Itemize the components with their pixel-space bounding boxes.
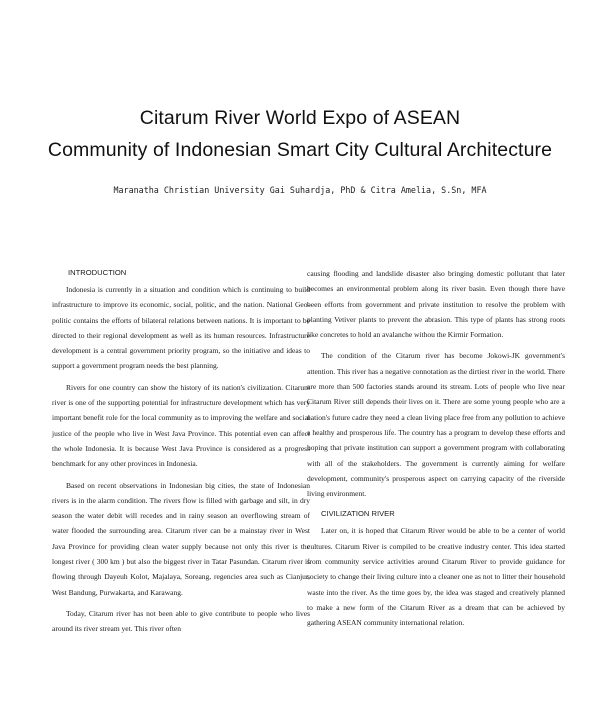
intro-paragraph-3: Based on recent observations in Indonesian big cities, the state of Indonesian rivers is in the alarm condition. The rivers flow is filled with garbage and silt, in dry season the water debit will recedes and in rainy season an overflowing stream of water flooded the surrounding area. Citarum river can be a mainstay river in West Java Province for providing clean water supply because not only this river is the longest river ( 300 km ) but also the biggest river in Tatar Pasundan. Citarum river is flowing through Dayeuh Kolot, Majalaya, Soreang, regencies area such as Cianjur, West Bandung, Purwakarta, and Karawang. <box>52 480 310 597</box>
paper-title-line-2: Community of Indonesian Smart City Cultural Architecture <box>47 139 553 161</box>
civilization-paragraph-1: Later on, it is hoped that Citarum River would be able to be a center of world cultures. Citarum River is compiled to be creative industry center. This idea started from community service activities around Citarum River to provide guidance for society to change their living culture into a cleaner one as not to litter their household waste into the river. As the time goes by, the idea was staged and creatively planned to make a new form of the Citarum River as a dream that can be achieved by gathering ASEAN community international relation. <box>307 526 565 628</box>
intro-paragraph-2: Rivers for one country can show the history of its nation's civilization. Citarum river is one of the supporting potential for infrastructure development which has very important benefit role for the local community as to improving the welfare and social justice of the people who live in West Java Province. This potential even can affect the whole Indonesia. It is because West Java Province is considered as a progress benchmark for any other provinces in Indonesia. <box>52 382 310 469</box>
intro-paragraph-1: Indonesia is currently in a situation and condition which is continuing to build infrastructure to improve its economic, social, politic, and the nation. National Geo-politic contains the efforts of bilateral relations between nations. It is important to be directed to their regional development as well as its human resources. Infrastructure development is a central government priority program, so the initiative and ideas to support a government program needs the best planning. <box>52 285 310 371</box>
intro-paragraph-4: Today, Citarum river has not been able to give contribute to people who lives around its river stream yet. This river often <box>52 608 310 634</box>
introduction-heading: INTRODUCTION <box>68 268 127 277</box>
left-column <box>52 266 310 643</box>
intro-paragraph-5: The condition of the Citarum river has become Jokowi-JK government's attention. This river has a negative connotation as the dirtiest river in the world. There are more than 500 factories stands around its stream. Lots of people who live near Citarum River still depends their lives on it. There are some young people who are a nation's future cadre they need a clean living place free from any pollution to achieve a healthy and prosperous life. The country has a program to develop these efforts and hoping that private institution can support a government program with collaborating with all of the stakeholders. The government is currently aiming for welfare development, community's prosperous aspect on carrying capacity of the riverside living environment. <box>307 351 565 499</box>
author-line: Maranatha Christian University Gai Suhardja, PhD & Citra Amelia, S.Sn, MFA <box>113 185 487 195</box>
paper-title-line-1: Citarum River World Expo of ASEAN <box>139 107 461 129</box>
civilization-river-heading: CIVILIZATION RIVER <box>321 509 395 519</box>
right-column <box>307 266 565 637</box>
intro-paragraph-continued: causing flooding and landslide disaster also bringing domestic pollutant that later becomes an environmental problem along its river basin. Even though there have been efforts from government and private institution to resolve the problem with planting Vetiver plants to prevent the abrasion. This type of plants has strong roots like concretes to hold an avalanche withou the Kirmir Formation. <box>307 269 565 340</box>
